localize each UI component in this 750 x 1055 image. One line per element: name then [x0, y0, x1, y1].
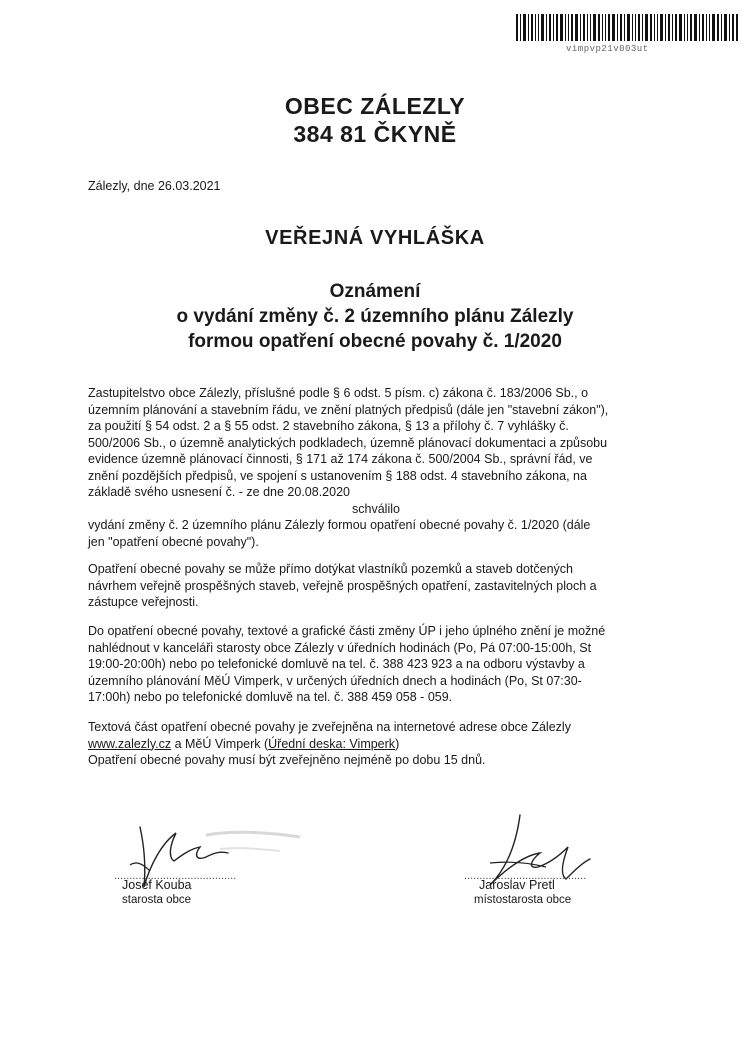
mayor-role: starosta obce: [122, 894, 192, 906]
approved-word: schválilo: [352, 501, 400, 516]
text-line: 500/2006 Sb., o územně analytických podkladech, územně plánovací dokumentaci a způsobu: [88, 435, 608, 450]
text-line: návrhem veřejně prospěšných staveb, veřejně prospěšných opatření, zastavitelných ploch a: [88, 578, 597, 593]
text-line: za použití § 54 odst. 2 a § 55 odst. 2 stavebního zákona, § 13 a přílohy č. 7 vyhlášky č.: [88, 419, 569, 433]
text-line: znění pozdějších předpisů, ve spojení s ustanovením § 188 odst. 4 stavebního zákona, na: [88, 468, 587, 483]
text-line: Textová část opatření obecné povahy je zveřejněna na internetové adrese obce Zálezly: [88, 720, 571, 734]
barcode: [516, 14, 738, 41]
text-line: Opatření obecné povahy musí být zveřejněno nejméně po dobu 15 dnů.: [88, 753, 486, 767]
mayor-name: Josef Kouba: [122, 878, 192, 892]
subheading-line2: o vydání změny č. 2 územního plánu Zálezly: [176, 306, 574, 327]
text-line: nahlédnout v kanceláři starosty obce Zálezly v úředních hodinách (Po, Pá 07:00-15:00h, St: [88, 640, 592, 655]
municipality-address: 384 81 ČKYNĚ: [293, 121, 457, 147]
subheading-line1: Oznámení: [329, 281, 421, 302]
deputy-mayor-name: Jaroslav Pretl: [479, 878, 555, 892]
text-line: [88, 736, 664, 753]
text-fragment: a MěÚ Vimperk (: [171, 736, 269, 751]
paragraph-affected-parties: [88, 561, 664, 611]
text-fragment: ): [395, 736, 400, 751]
text-line: Zastupitelstvo obce Zálezly, příslušné podle § 6 odst. 5 písm. c) zákona č. 183/2006 Sb., o: [88, 386, 589, 400]
text-line: 19:00-20:00h) nebo po telefonické domluvě na tel. č. 388 423 923 a na odboru výstavby a: [88, 657, 585, 671]
text-line: Opatření obecné povahy se může přímo dotýkat vlastníků pozemků a staveb dotčených: [88, 562, 573, 576]
barcode-code: vimpvp21v003ut: [566, 44, 649, 54]
text-line: zástupce veřejnosti.: [88, 595, 199, 609]
paragraph-inspection: [88, 623, 664, 706]
subheading-line3: formou opatření obecné povahy č. 1/2020: [188, 331, 562, 352]
date-line: Zálezly, dne 26.03.2021: [88, 179, 221, 193]
text-line: základě svého usnesení č. - ze dne 20.08.2020: [88, 485, 350, 499]
text-line: evidence územně plánovací činnosti, § 171 až 174 zákona č. 500/2004 Sb., správní řád, ve: [88, 452, 593, 466]
text-line: 17:00h) nebo po telefonické domluvě na tel. č. 388 459 058 - 059.: [88, 690, 453, 704]
website-link[interactable]: www.zalezly.cz: [88, 736, 172, 751]
paragraph-publication: [88, 719, 664, 769]
document-heading: VEŘEJNÁ VYHLÁŠKA: [265, 227, 485, 249]
deputy-mayor-role: místostarosta obce: [474, 894, 572, 906]
text-line: územního plánování MěÚ Vimperk, v určených úředních dnech a hodinách (Po, St 07:30-: [88, 673, 582, 688]
text-line: Do opatření obecné povahy, textové a grafické části změny ÚP i jeho úplného znění je možné: [88, 624, 606, 638]
text-line: územním plánování a stavebním řádu, ve znění platných předpisů (dále jen "stavební zákon"),: [88, 402, 609, 417]
paragraph-resolution: [88, 385, 664, 550]
signature-line: ........................................: [114, 870, 237, 882]
signature-line: ........................................: [464, 870, 587, 882]
text-line: vydání změny č. 2 územního plánu Zálezly formou opatření obecné povahy č. 1/2020 (dále: [88, 518, 591, 532]
notice-board-link[interactable]: Úřední deska: Vimperk: [268, 736, 396, 751]
text-line: jen "opatření obecné povahy").: [88, 534, 259, 549]
municipality-name: OBEC ZÁLEZLY: [284, 93, 466, 119]
